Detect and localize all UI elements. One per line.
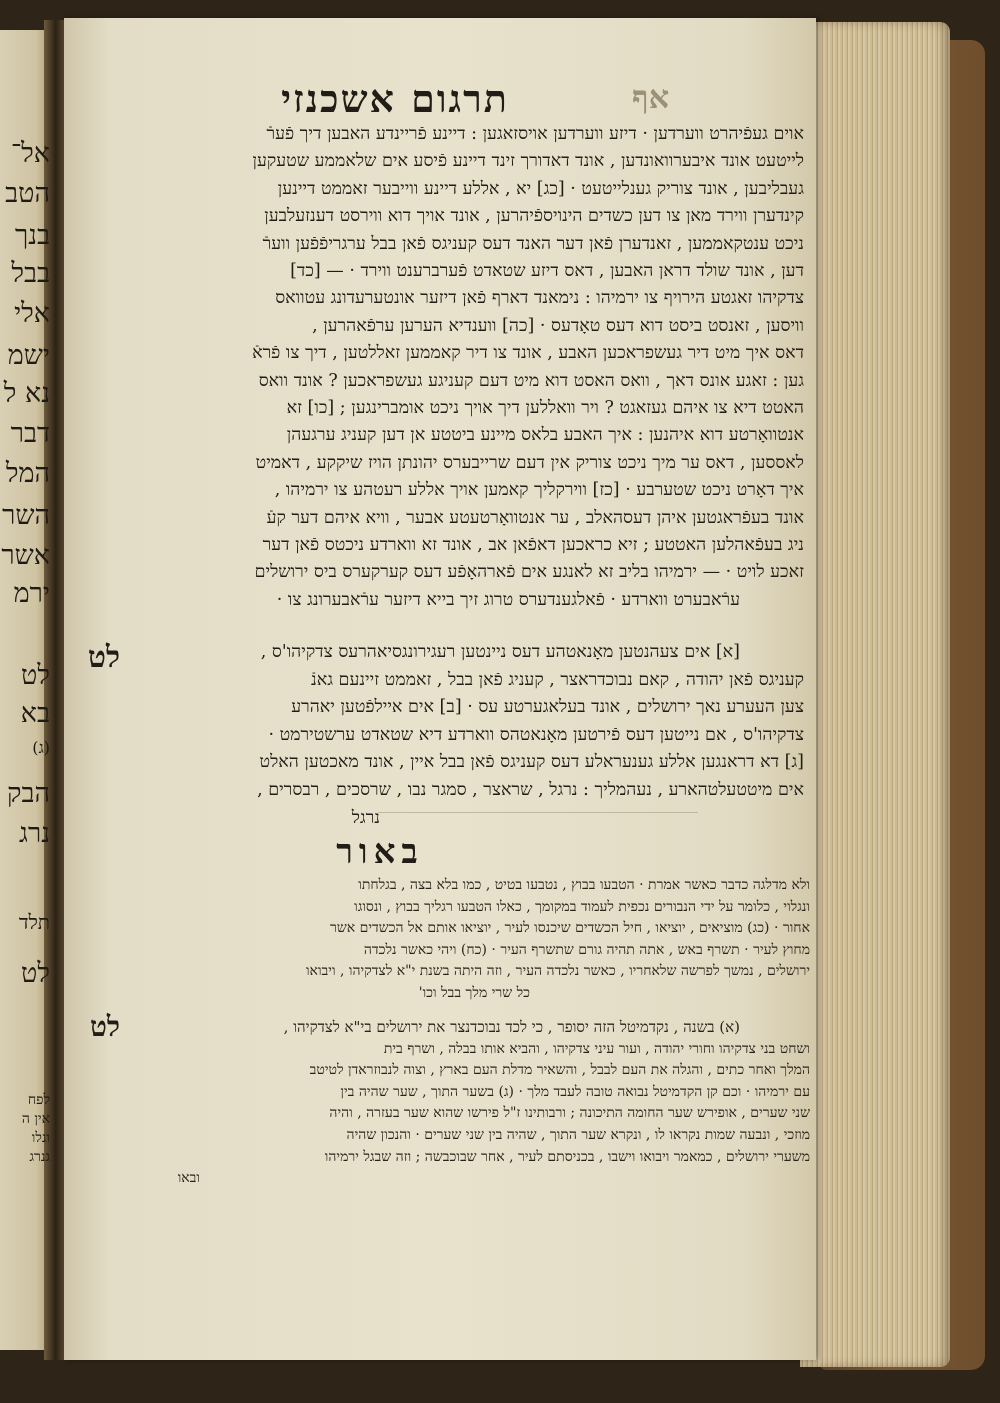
text-line: צדקיהו זאגטע הירויף צו ירמיהו : נימאנד דארף פֿאן דיזער אונטערעדונג עטוואס (275, 288, 804, 309)
commentary-line: ירושלים , נמשך לפרשה שלאחריו , כאשר נלכדה העיר , וזה היתה בשנת י"א לצדקיהו , ויבואו (305, 963, 810, 979)
left-page-fragment: גנרג (29, 1149, 50, 1165)
text-line: לאססען , דאס ער מיך ניכט צוריק אין דעם שרייבערס יהונתן הויז שיקקע , דאמיט (255, 452, 804, 473)
left-page-fragment: בא (20, 698, 50, 729)
text-line: וויסען , זאנסט ביסט דוא דעס טאָדעס · [כה] ווענדיא הערען ערפֿאהרען , (312, 315, 804, 336)
text-line: זאכע לויט · — ירמיהו בליב זא לאנגע אים פֿארהאָפֿע דעס קערקערס ביס ירושלים (254, 562, 804, 583)
commentary-line: ושחט בני צדקיהו וחורי יהודה , ועור עיני צדקיהו , והביא אותו בבלה , ושרף בית (383, 1040, 810, 1057)
commentary-line: שני שערים , אופירש שער החומה התיכונה ; ורבותינו ז"ל פירשו שהוא שער בעזרה , והיה (329, 1105, 810, 1122)
page-edges (800, 22, 950, 1367)
text-line: ניכט ענטקאממען , זאנדערן פֿאן דער האנד דעס קעניגס פֿאן בבל ערגריפֿפֿען ווערֿ (262, 233, 804, 254)
left-page-fragment: נא ל (3, 378, 50, 409)
left-page-fragment: ישמ (7, 340, 50, 371)
text-line: קינדערן ווירד מאן צו דען כשדים הינויספֿיהרען , אונד אויך דוא ווירסט דענזעלבען (264, 206, 804, 227)
commentary-line: ונגלוי , כלומר על ידי הנבורים נכפית לעמוד במקומך , כאלו הטבעו רגליך בבוץ , ונסוגו (354, 898, 810, 915)
chapter-number: לט (89, 1010, 120, 1043)
left-page-fragment: ונלו (31, 1130, 50, 1146)
commentary-line: אחור · (כג) מוציאים , יוציאו , חיל הכשדים שיכנסו לעיר , יוציאו אותם אל הכשדים אשר (329, 920, 810, 936)
text-line: צדקיהו'ס , אם נייטען דעס פֿירטען מאָנאטהס ווארדע דיא שטאדט ערשטירמט · (268, 724, 804, 745)
text-line: געבליבען , אונד צוריק גענלייטעט · [כג] יא , אללע דיינע ווייבער זאממט דיינען (277, 178, 804, 199)
commentary-line: מוזכי , ונבעה שמות נקראו לו , ונקרא שער התוך , שהיה בין שני שערים · והנכון שהיה (346, 1127, 810, 1143)
left-page-fragment: אלי (14, 298, 50, 329)
left-page-fragment: המל (5, 458, 50, 489)
left-page-fragment: אל־ (10, 138, 50, 169)
folio-number: אף (632, 78, 670, 116)
text-line: קעניגס פֿאן יהודה , קאם נבוכדראצר , קעניג פֿאן בבל , זאממט זיינעם גאנֿ (311, 669, 804, 690)
left-page-fragment: הבק (7, 778, 50, 809)
text-line: דען , אונד שולד דראן האבען , דאס דיזע שטאדט פֿערברענט ווירד · — [כד] (290, 261, 804, 281)
text-line: צען העערע נאך ירושלים , אונד בעלאגערטע עס · [ב] אים איילפֿטען יאהרע (291, 697, 804, 718)
commentary-line: כל שרי מלך בבל וכו' (418, 984, 530, 1001)
text-line: האטט דיא צו איהם געזאגט ? ויר וואללען דיך אויך ניכט אומברינגען ; [כו] זא (286, 398, 804, 418)
text-line: לייטעט אונד איבערוואונדען , אונד דאדורך זינד דיינע פֿיסע אים שלאממע שטעקען (252, 151, 804, 172)
left-page-fragment: אשר (1, 540, 50, 571)
commentary-line: המלך ואחר כתים , והגלה את העם לבבל , והשאיר מדלת העם בארץ , וצוה לנבוזראדן לטיטב (309, 1062, 810, 1079)
text-line: אוים געפֿיהרט ווערדען · דיזע ווערדען אויסזאגען : דיינע פֿריינדע האבען דיך פֿערֿ (266, 124, 804, 144)
left-page-fragment: ירמ (13, 578, 50, 609)
left-page-fragment: בנך (14, 220, 50, 251)
left-page-fragment: השר (2, 500, 50, 531)
text-line: [ג] דא דראנגען אללע גענעראלע דעס קעניגס פֿאן בבל איין , אונד מאכטען האלט (259, 752, 804, 773)
left-page-fragment: בבל (11, 258, 50, 289)
left-page-fragment: לט (21, 958, 50, 989)
text-line: אים מיטטעלטהארע , נעהמליך : נרגל , שראצר , סמגר נבו , שרסכים , רבסרים , (257, 780, 804, 800)
chapter-number: לט (87, 640, 120, 675)
left-page-fragment: (ג) (32, 738, 50, 757)
left-page-fragment: דבר (10, 418, 50, 449)
rule-line (378, 812, 698, 814)
text-line: [א] אים צעהנטען מאָנאטהע דעס ניינטען רעגירונגסיאהרעס צדקיהו'ס , (260, 642, 740, 662)
commentary-line: (א) בשנה , נקדמיטל הזה יסופר , כי לכד נבוכדנצר את ירושלים בי"א לצדקיהו , (283, 1018, 740, 1036)
commentary-heading: באור (336, 832, 424, 872)
left-page-fragment: הטב (5, 178, 50, 209)
left-page-fragment: תלד (18, 910, 50, 934)
text-line: אונד בעפֿראגטען איהן דעסהאלב , ער אנטוואָרטעטע אבער , וויא איהם דער קעֿ (266, 507, 804, 528)
left-page-fragment: אין ה (21, 1111, 50, 1127)
left-page-fragment: לט (21, 660, 50, 691)
running-head: תרגום אשכנזי (281, 76, 509, 121)
text-line: ערֿאבערט ווארדע · פֿאלגענדערס טרוג זיך בייא דיזער ערֿאבערונג צו · (276, 589, 740, 610)
commentary-line: מחוץ לעיר · תשרף באש , אתה תהיה גורם שתשרף העיר · (כח) ויהי כאשר נלכדה (363, 941, 810, 958)
text-line: ניג בעפֿאהלען האטטע ; זיא כראכען דאפֿאן אב , אונד זא ווארדע ניכטס פֿאן דער (262, 535, 804, 555)
text-line: גען : זאגע אונס דאך , וואס האסט דוא מיט דעם קעניגע געשפראכען ? אונד וואס (258, 370, 804, 391)
commentary-line: ולא מדלגה כדבר כאשר אמרת · הטבעו בבוץ , נטבעו בטיט , כמו בלא בצה , בגלחתו (358, 877, 810, 893)
left-page-fragment: נרג (19, 818, 50, 849)
text-line: דאס איך מיט דיר געשפראכען האבע , אונד צו דיר קאממען זאללטען , דיך צו פֿראֿ (252, 343, 804, 364)
left-page-fragment: לפח (27, 1092, 50, 1108)
commentary-line: ובאו (177, 1170, 200, 1187)
commentary-line: משערי ירושלים , כמאמר ויבואו וישבו , בכניסתם לעיר , אחר שבוכבשה ; וזה שבגל ירמיהו (324, 1148, 810, 1165)
text-line: איך דאָרט ניכט שטערבע · [כז] ווירקליך קאמען אויך אללע רעטהע צו ירמיהו , (274, 480, 804, 501)
text-line: אנטוואָרטע דוא איהנען : איך האבע בלאס מיינע ביטטע אן דען קעניג ערגעהן (286, 425, 804, 446)
text-line: נרגל (351, 807, 380, 828)
commentary-line: עם ירמיהו · וכם קן הקדמיטל נבואה טובה לעבד מלך · (ג) בשער התוך , שער שהיה בין (340, 1083, 810, 1100)
